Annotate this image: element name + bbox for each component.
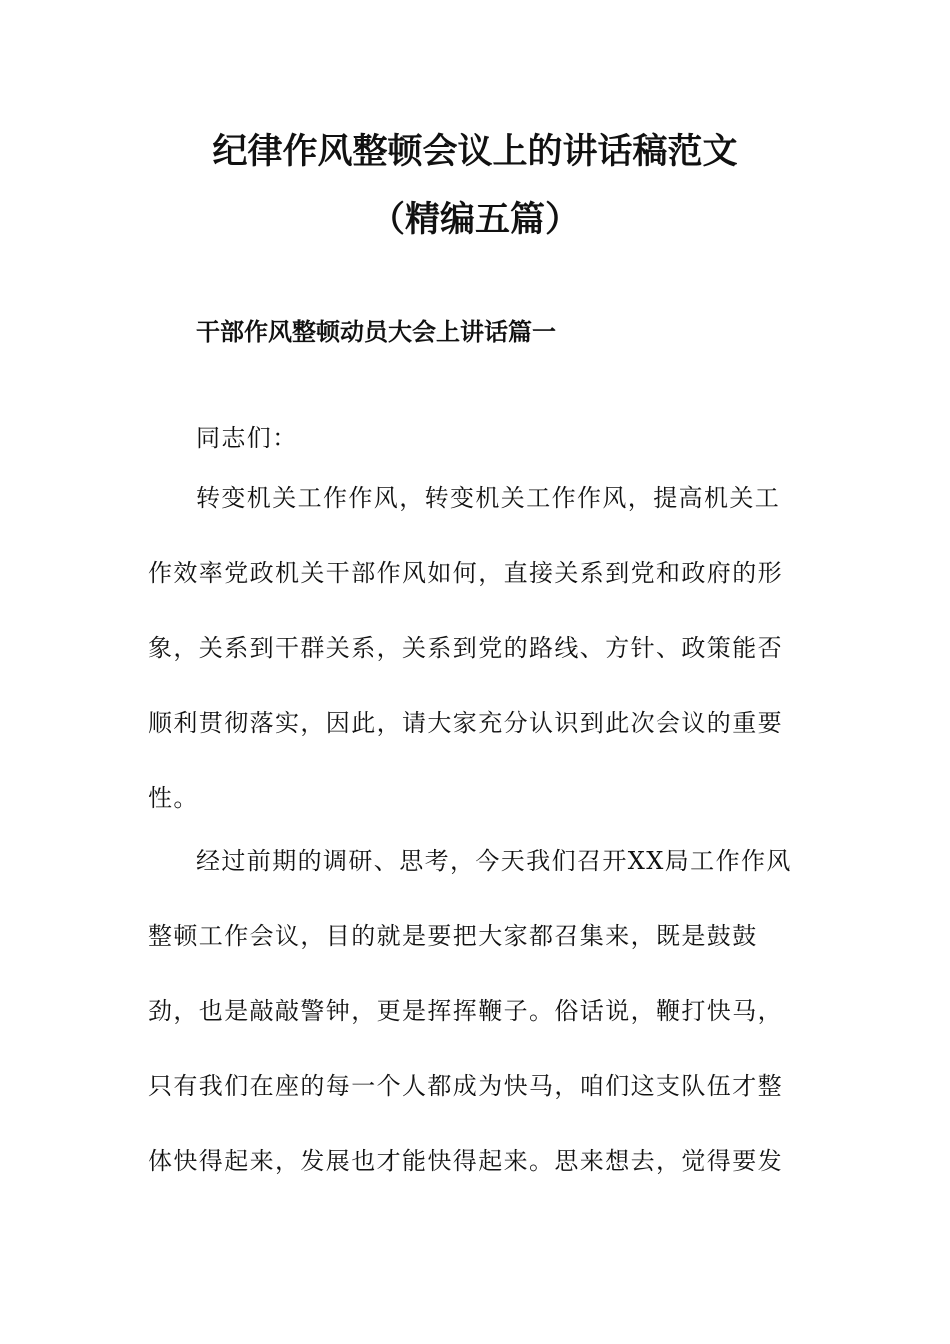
document-subtitle: （精编五篇） xyxy=(369,200,580,240)
paragraph1-line: 顺利贯彻落实，因此，请大家充分认识到此次会议的重要 xyxy=(148,709,783,737)
paragraph2-line: 体快得起来，发展也才能快得起来。思来想去，觉得要发 xyxy=(148,1147,783,1175)
paragraph1-line: 转变机关工作作风，转变机关工作作风，提高机关工 xyxy=(196,484,781,512)
paragraph1-line: 象，关系到干群关系，关系到党的路线、方针、政策能否 xyxy=(148,634,783,662)
paragraph1-line: 性。 xyxy=(148,784,199,812)
salutation: 同志们： xyxy=(196,424,298,452)
paragraph2-line: 只有我们在座的每一个人都成为快马，咱们这支队伍才整 xyxy=(148,1072,783,1100)
paragraph2-line: 整顿工作会议，目的就是要把大家都召集来，既是鼓鼓 xyxy=(148,922,758,950)
paragraph2-line: 经过前期的调研、思考，今天我们召开XX局工作作风 xyxy=(196,847,792,875)
section-heading: 干部作风整顿动员大会上讲话篇一 xyxy=(196,318,556,346)
paragraph1-line: 作效率党政机关干部作风如何，直接关系到党和政府的形 xyxy=(148,559,783,587)
document-title: 纪律作风整顿会议上的讲话稿范文 xyxy=(212,132,738,172)
paragraph2-line: 劲，也是敲敲警钟，更是挥挥鞭子。俗话说，鞭打快马， xyxy=(148,997,783,1025)
